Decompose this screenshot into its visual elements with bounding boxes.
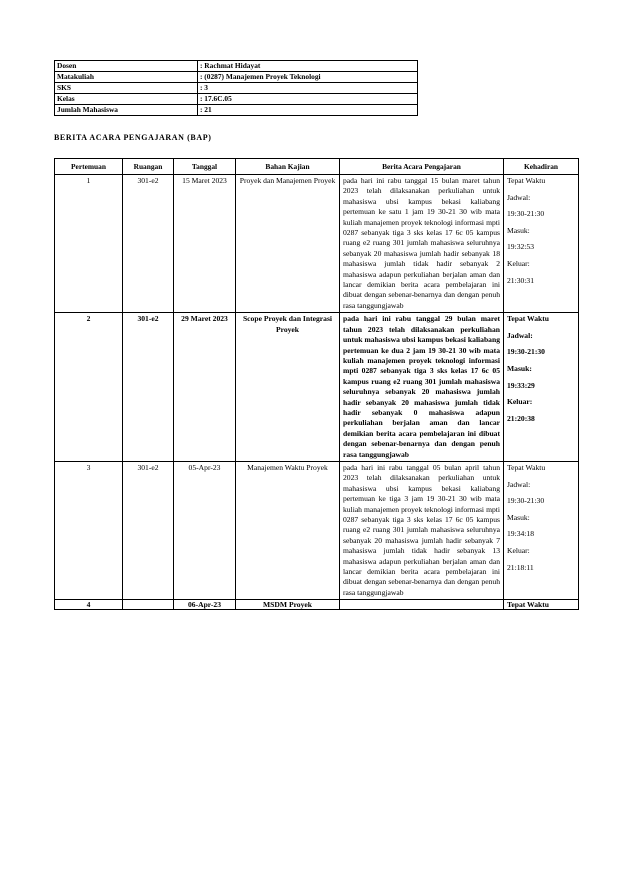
cell-tanggal: 06-Apr-23 [174,600,236,610]
cell-ruangan [123,600,174,610]
kehadiran-masuk-label: Masuk: [507,364,532,374]
info-row-dosen [55,61,418,72]
info-value: : Rachmat Hidayat [198,61,418,72]
info-label: SKS [55,83,198,94]
kehadiran-jadwal-label: Jadwal: [507,479,531,489]
info-row-sks [55,83,418,94]
cell-kehadiran [504,461,579,599]
cell-kehadiran [504,600,579,610]
kehadiran-masuk-label: Masuk: [507,512,530,522]
cell-ruangan: 301-e2 [123,313,174,462]
info-value: : 17.6C.05 [198,94,418,105]
cell-ruangan: 301-e2 [123,461,174,599]
kehadiran-jadwal-label: Jadwal: [507,330,533,340]
cell-pertemuan: 2 [55,313,123,462]
kehadiran-keluar-value: 21:20:38 [507,413,535,423]
kehadiran-keluar-label: Keluar: [507,258,530,268]
cell-ruangan: 301-e2 [123,175,174,313]
cell-bahan-kajian: MSDM Proyek [236,600,340,610]
cell-bahan-kajian: Scope Proyek dan Integrasi Proyek [236,313,340,462]
kehadiran-jadwal-label: Jadwal: [507,192,531,202]
kehadiran-keluar-label: Keluar: [507,545,530,555]
info-row-matakuliah [55,72,418,83]
header-kehadiran: Kehadiran [504,159,579,175]
cell-bahan-kajian: Proyek dan Manajemen Proyek [236,175,340,313]
info-value: : 3 [198,83,418,94]
kehadiran-status: Tepat Waktu [507,600,549,610]
bap-header-row [55,159,579,175]
kehadiran-keluar-value: 21:18:11 [507,562,534,572]
info-label: Matakuliah [55,72,198,83]
info-label: Kelas [55,94,198,105]
cell-pertemuan: 1 [55,175,123,313]
header-pertemuan: Pertemuan [55,159,123,175]
cell-berita-acara [340,600,504,610]
header-berita-acara: Berita Acara Pengajaran [340,159,504,175]
bap-title: BERITA ACARA PENGAJARAN (BAP) [54,133,212,142]
cell-tanggal: 15 Maret 2023 [174,175,236,313]
kehadiran-status: Tepat Waktu [507,176,546,185]
header-ruangan: Ruangan [123,159,174,175]
kehadiran-masuk-label: Masuk: [507,225,530,235]
cell-pertemuan: 4 [55,600,123,610]
cell-kehadiran [504,175,579,313]
cell-kehadiran [504,313,579,462]
cell-berita-acara: pada hari ini rabu tanggal 29 bulan maret tahun 2023 telah dilaksanakan perkuliahan untuk mahasiswa ubsi kampus bekasi kaliabang pertemuan ke dua 2 jam 19 30-21 30 wib mata kuliah manajemen proyek teknologi informasi mpti 0287 sebanyak tiga 3 sks kelas 17 6c 05 kampus ruang e2 ruang 301 jumlah mahasiswa seluruhnya sebanyak 20 mahasiswa jumlah hadir sebanyak 20 mahasiswa jumlah tidak hadir sebanyak 0 mahasiswa adapun perkuliahan berjalan aman dan lancar demikian berita acara pembelajaran ini dibuat dengan sebenar-benarnya dan dengan penuh rasa tanggungjawab [340,313,504,462]
bap-table [54,158,579,610]
kehadiran-status: Tepat Waktu [507,314,549,324]
kehadiran-jadwal-value: 19:30-21:30 [507,209,545,219]
header-bahan-kajian: Bahan Kajian [236,159,340,175]
kehadiran-masuk-value: 19:33:29 [507,380,535,390]
table-row [55,313,579,462]
cell-tanggal: 05-Apr-23 [174,461,236,599]
table-row [55,175,579,313]
cell-berita-acara: pada hari ini rabu tanggal 05 bulan april tahun 2023 telah dilaksanakan perkuliahan untuk mahasiswa ubsi kampus bekasi kaliabang pertemuan ke tiga 3 jam 19 30-21 30 wib mata kuliah manajemen proyek teknologi informasi mpti 0287 sebanyak tiga 3 sks kelas 17 6c 05 kampus ruang e2 ruang 301 jumlah mahasiswa seluruhnya sebanyak 20 mahasiswa jumlah hadir sebanyak 7 mahasiswa jumlah tidak hadir sebanyak 13 mahasiswa adapun perkuliahan berjalan aman dan lancar demikian berita acara pembelajaran ini dibuat dengan sebenar-benarnya dan dengan penuh rasa tanggungjawab [340,461,504,599]
info-label: Jumlah Mahasiswa [55,105,198,116]
kehadiran-masuk-value: 19:32:53 [507,242,535,252]
cell-tanggal: 29 Maret 2023 [174,313,236,462]
cell-pertemuan: 3 [55,461,123,599]
cell-berita-acara: pada hari ini rabu tanggal 15 bulan maret tahun 2023 telah dilaksanakan perkuliahan untuk mahasiswa ubsi kampus bekasi kaliabang pertemuan ke satu 1 jam 19 30-21 30 wib mata kuliah manajemen proyek teknologi informasi mpti 0287 sebanyak tiga 3 sks kelas 17 6c 05 kampus ruang e2 ruang 301 jumlah mahasiswa seluruhnya sebanyak 20 mahasiswa jumlah hadir sebanyak 18 mahasiswa jumlah tidak hadir sebanyak 2 mahasiswa adapun perkuliahan berjalan aman dan lancar demikian berita acara pembelajaran ini dibuat dengan sebenar-benarnya dan dengan penuh rasa tanggungjawab [340,175,504,313]
info-value: : 21 [198,105,418,116]
info-value: : (0287) Manajemen Proyek Teknologi [198,72,418,83]
kehadiran-jadwal-value: 19:30-21:30 [507,347,545,357]
kehadiran-jadwal-value: 19:30-21:30 [507,496,545,506]
course-info-table [54,60,418,116]
kehadiran-status: Tepat Waktu [507,462,546,472]
cell-bahan-kajian: Manajemen Waktu Proyek [236,461,340,599]
kehadiran-keluar-value: 21:30:31 [507,275,535,285]
info-row-jumlah-mahasiswa [55,105,418,116]
kehadiran-keluar-label: Keluar: [507,397,533,407]
kehadiran-masuk-value: 19:34:18 [507,529,535,539]
header-tanggal: Tanggal [174,159,236,175]
info-label: Dosen [55,61,198,72]
table-row [55,461,579,599]
table-row [55,600,579,610]
info-row-kelas [55,94,418,105]
